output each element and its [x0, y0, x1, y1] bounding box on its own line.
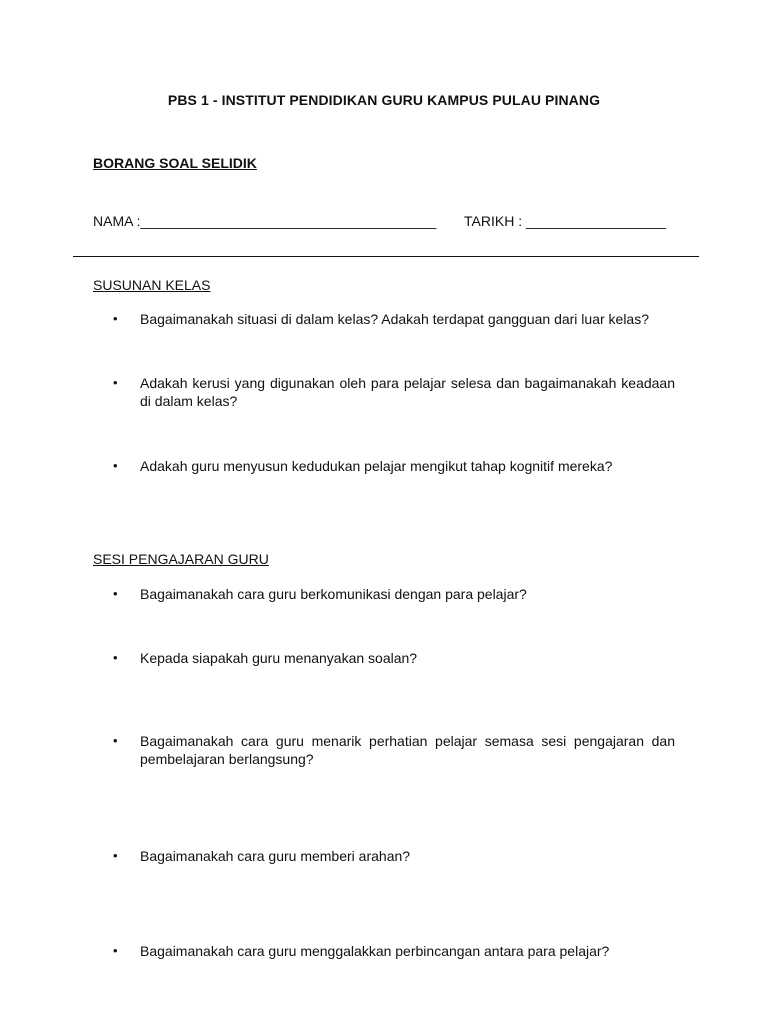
list-item — [113, 585, 675, 603]
list-item-text: Bagaimanakah cara guru berkomunikasi dengan para pelajar? — [140, 586, 527, 602]
list-item-text: Bagaimanakah situasi di dalam kelas? Adakah terdapat gangguan dari luar kelas? — [140, 311, 650, 327]
form-title: BORANG SOAL SELIDIK — [93, 155, 257, 171]
name-field: NAMA :______________________________________ — [93, 213, 437, 229]
bullet-icon: • — [113, 848, 118, 863]
list-item-text: Bagaimanakah cara guru memberi arahan? — [140, 848, 411, 864]
bullet-icon: • — [113, 458, 118, 473]
bullet-icon: • — [113, 375, 118, 390]
list-item — [113, 649, 675, 667]
list-item — [113, 732, 675, 768]
list-item — [113, 847, 675, 865]
section-heading-sesi-pengajaran-guru: SESI PENGAJARAN GURU — [93, 551, 269, 567]
bullet-icon: • — [113, 311, 118, 326]
document-title: PBS 1 - INSTITUT PENDIDIKAN GURU KAMPUS PULAU PINANG — [167, 92, 601, 108]
date-field: TARIKH : __________________ — [464, 213, 667, 229]
list-item-text: Bagaimanakah cara guru menggalakkan perbincangan antara para pelajar? — [140, 943, 610, 959]
section-heading-susunan-kelas: SUSUNAN KELAS — [93, 277, 211, 293]
bullet-icon: • — [113, 650, 118, 665]
bullet-icon: • — [113, 733, 118, 748]
list-item — [113, 457, 675, 475]
list-item-text: Adakah guru menyusun kedudukan pelajar mengikut tahap kognitif mereka? — [140, 458, 613, 474]
list-item-text: Kepada siapakah guru menanyakan soalan? — [140, 650, 418, 666]
list-item — [113, 942, 675, 960]
bullet-icon: • — [113, 943, 118, 958]
bullet-icon: • — [113, 586, 118, 601]
list-item — [113, 310, 675, 328]
list-item-text: Adakah kerusi yang digunakan oleh para pelajar selesa dan bagaimanakah keadaan di dalam kelas? — [140, 375, 675, 409]
list-item — [113, 374, 675, 410]
list-item-text: Bagaimanakah cara guru menarik perhatian pelajar semasa sesi pengajaran dan pembelajaran berlangsung? — [140, 733, 675, 767]
horizontal-divider — [73, 256, 699, 257]
